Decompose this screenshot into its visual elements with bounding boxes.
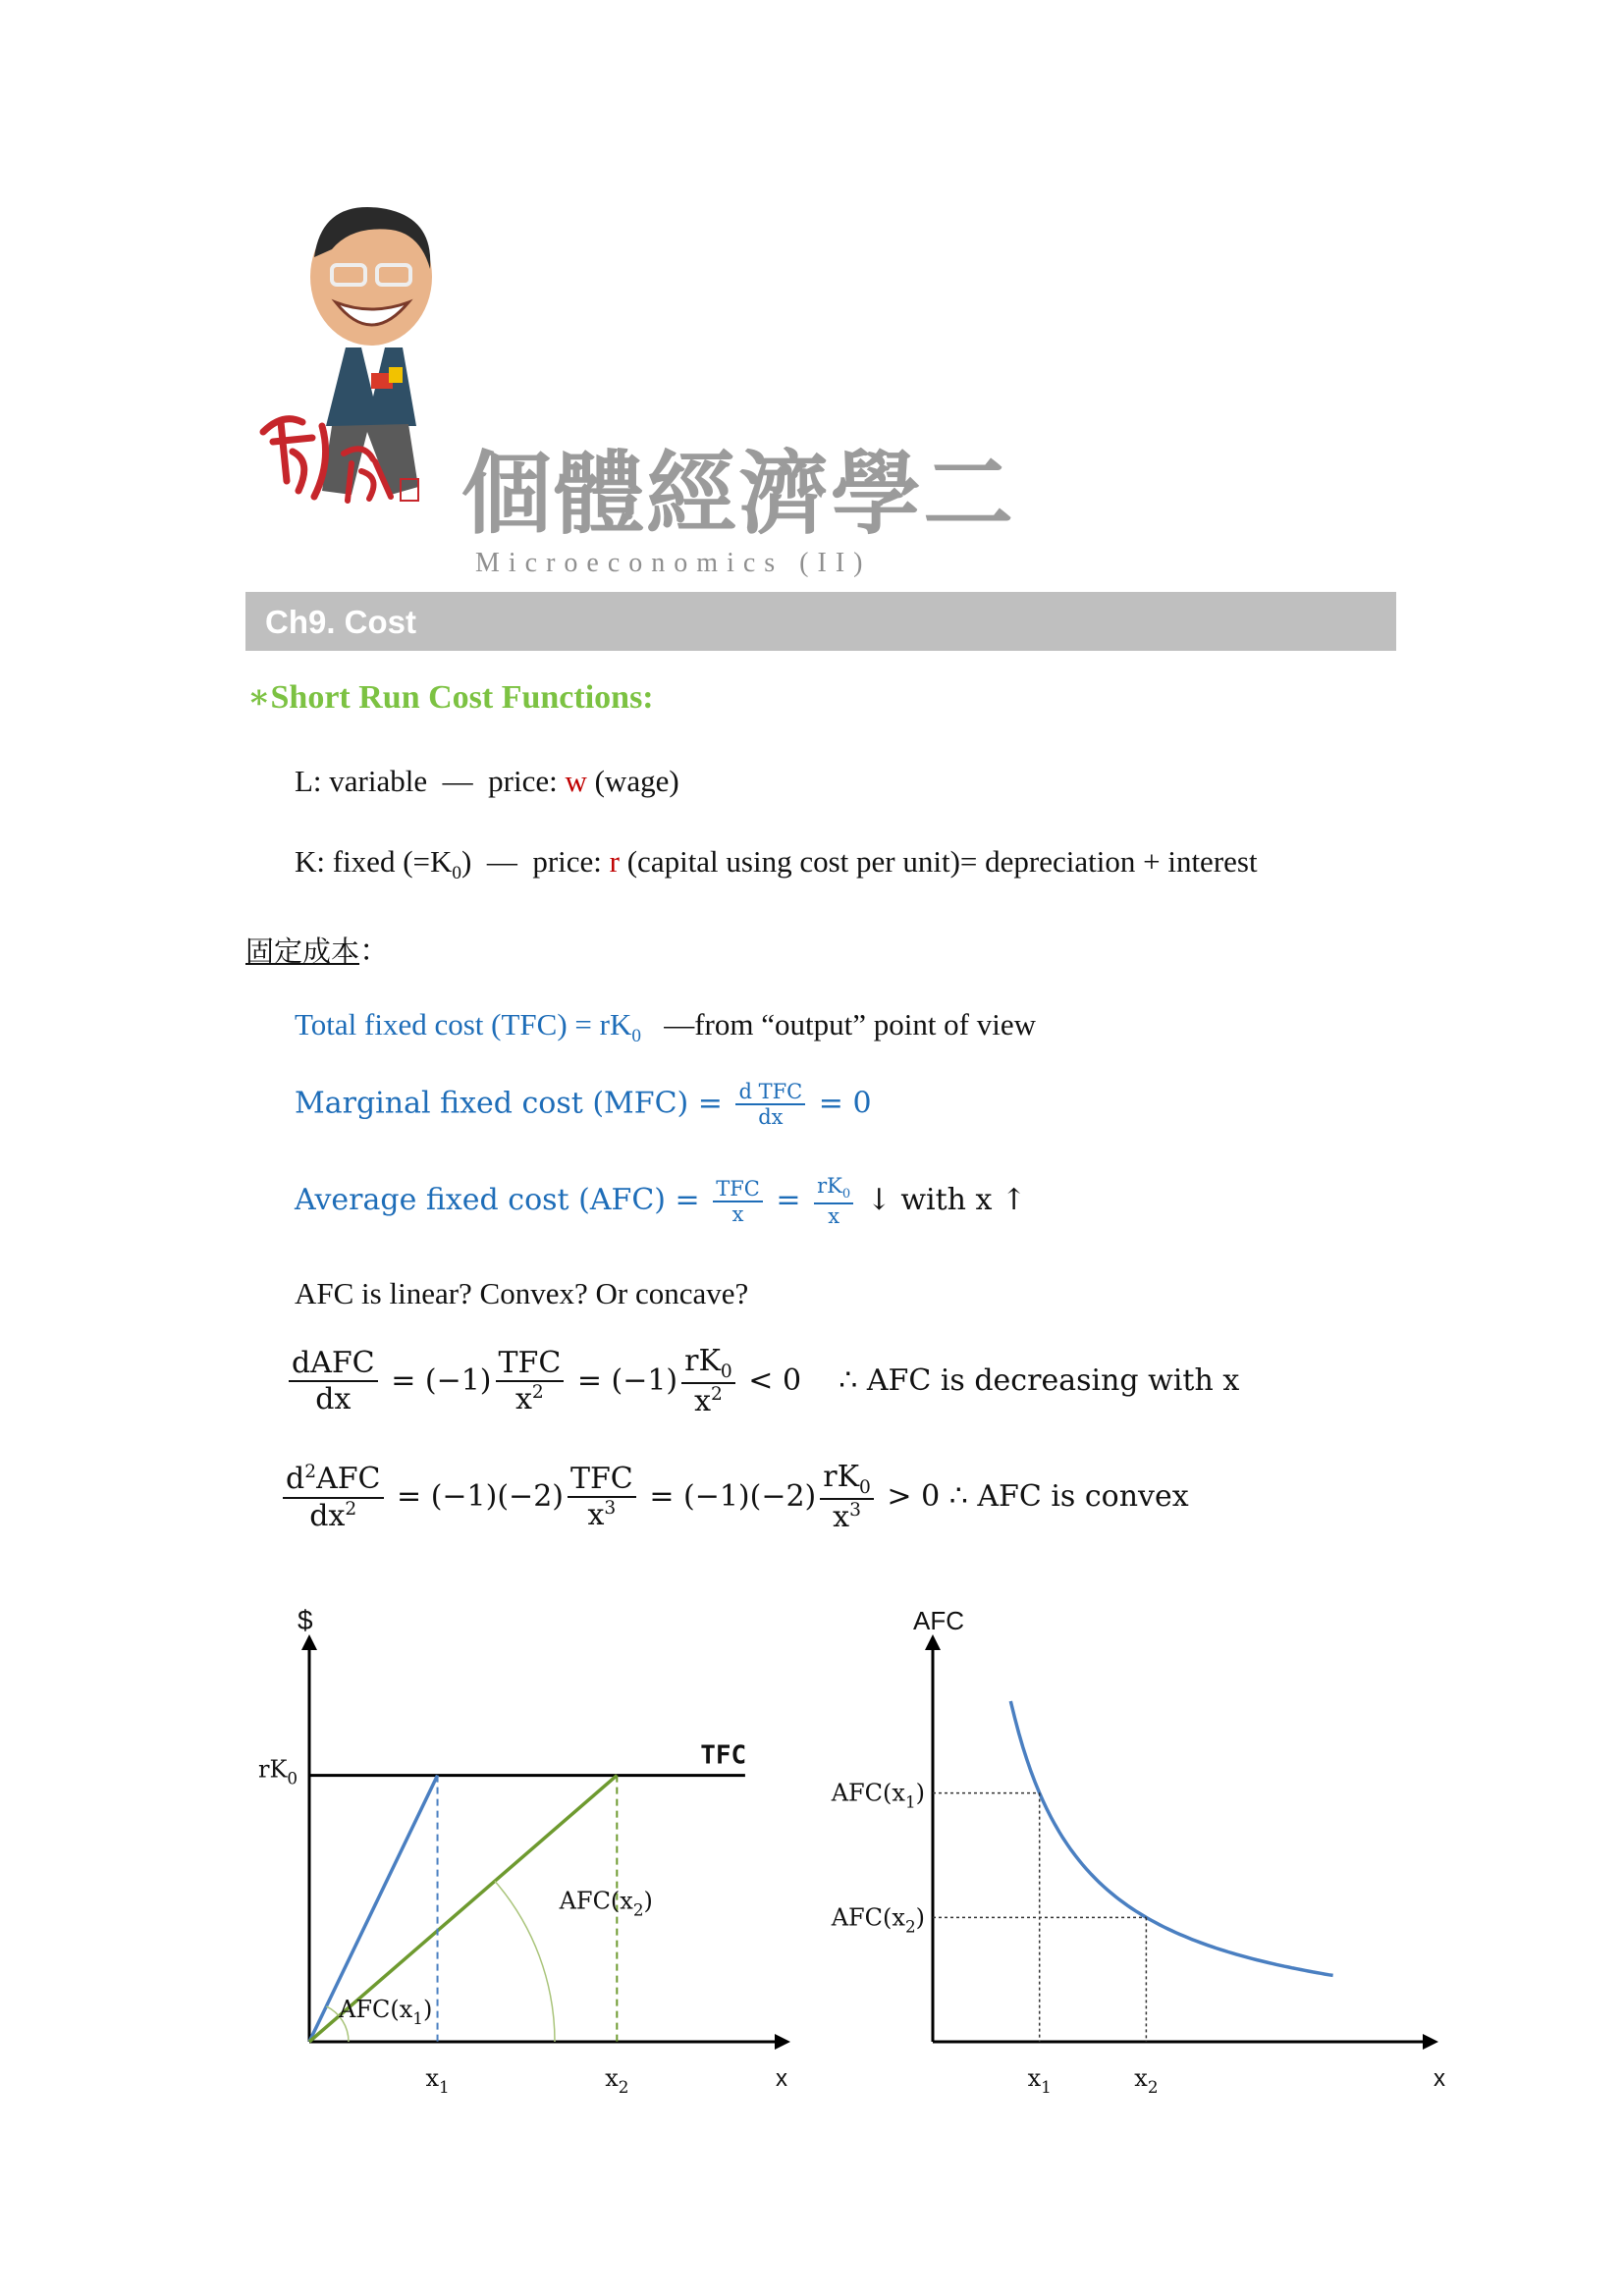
seal-signature — [253, 402, 430, 510]
chapter-bar — [245, 592, 1396, 651]
x2-tick-label: $x_2$ — [605, 2064, 629, 2097]
ray-label-afc-x2: $AFC(x_2)$ — [559, 1887, 653, 1920]
bullet-icon: ∗ — [247, 679, 271, 716]
chapter-title: Ch9. Cost — [265, 604, 417, 640]
afc-line: Average fixed cost (AFC) = $\frac{\text{TFC}}{x}$ = $\frac{rK_0}{x}$ ↓ with x ↑ — [295, 1174, 1027, 1229]
rk0-label: $rK_0$ — [258, 1755, 298, 1789]
section-title: Short Run Cost Functions: — [270, 679, 654, 716]
afc-curve — [1010, 1701, 1332, 1975]
afc-level-label-2: $AFC(x_2)$ — [831, 1903, 925, 1937]
afc-chart — [805, 1600, 1453, 2110]
x1-tick-label: $x_1$ — [1027, 2064, 1052, 2097]
y-axis-label: AFC — [913, 1606, 964, 1635]
x-axis-label: x — [776, 2065, 787, 2092]
tfc-line: Total fixed cost $(TFC) = rK_0$ —from “output” point of view — [295, 1007, 1037, 1047]
x1-tick-label: $x_1$ — [425, 2064, 450, 2097]
angle-arc-x2 — [495, 1881, 555, 2042]
labor-line: L: variable — price: w (wage) — [295, 764, 679, 798]
mfc-line: Marginal fixed cost (MFC) = $\frac{\text{d TFC}}{dx}$ = 0 — [295, 1080, 872, 1130]
title-english: Microeconomics (II) — [475, 548, 872, 578]
tfc-chart — [236, 1600, 835, 2110]
x-axis-arrow — [1423, 2034, 1438, 2050]
title-chinese: 個體經濟學二 — [461, 441, 1016, 547]
question-line: AFC is linear? Convex? Or concave? — [295, 1276, 749, 1310]
section-heading — [247, 677, 654, 717]
x-axis-arrow — [775, 2034, 790, 2050]
ray-label-afc-x1: $AFC(x_1)$ — [339, 1996, 433, 2028]
capital-line: K: fixed $(=K_0)$ — price: r (capital using cost per unit)= depreciation + interest — [295, 844, 1258, 884]
tfc-label: TFC — [700, 1740, 747, 1771]
y-axis-arrow — [301, 1634, 317, 1650]
afc-level-label-1: $AFC(x_1)$ — [831, 1779, 925, 1812]
x-axis-label: x — [1434, 2065, 1445, 2092]
fixed-cost-heading: 固定成本： — [245, 934, 391, 968]
y-axis-arrow — [925, 1634, 941, 1650]
x2-tick-label: $x_2$ — [1134, 2064, 1159, 2097]
y-axis-label: $ — [298, 1605, 313, 1635]
first-derivative: $\frac{\text{dAFC}}{dx}$ = (−1) $\frac{\text{TFC}}{x^2}$ = (−1) $\frac{rK_0}{x^2}$ < 0 ∴ AFC is decreasing with x — [285, 1345, 1239, 1419]
second-derivative: $\frac{d^2AFC}{dx^2}$ = (−1)(−2) $\frac{\text{TFC}}{x^3}$ = (−1)(−2) $\frac{rK_0}{x^3}$ > 0 ∴ AFC is convex — [279, 1461, 1189, 1535]
